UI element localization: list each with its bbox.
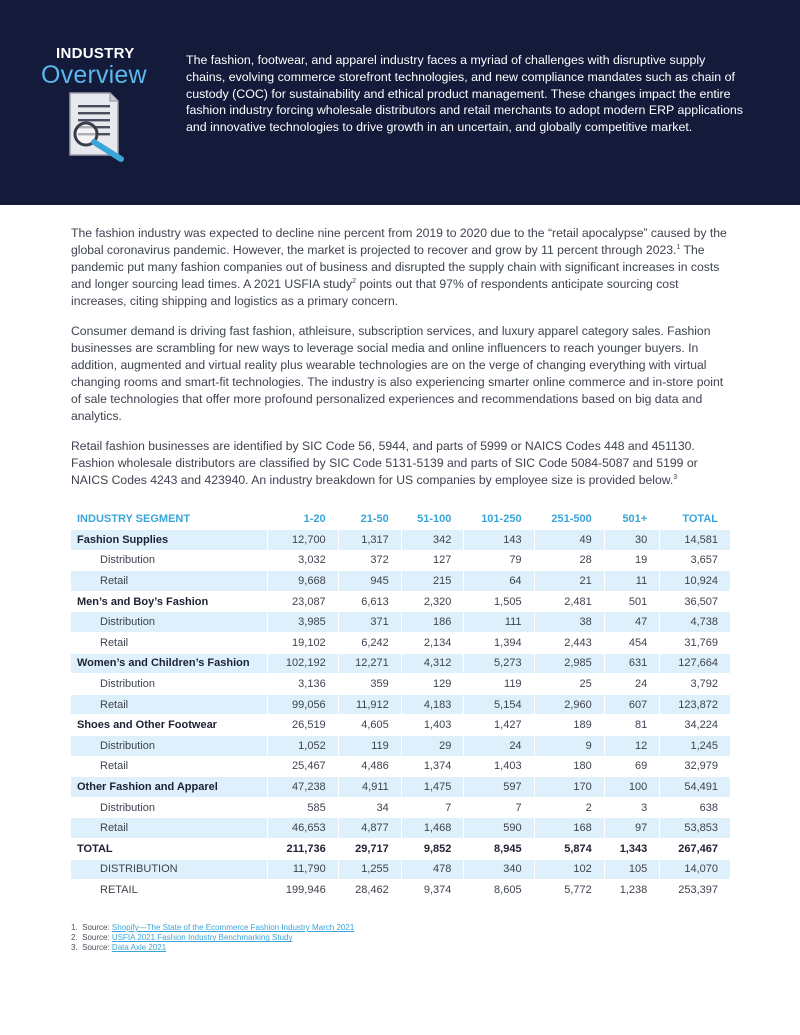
section-title-bottom: Overview: [41, 61, 147, 89]
table-cell: 4,312: [401, 654, 464, 674]
row-label: Retail: [100, 636, 129, 649]
table-cell: 32,979: [659, 757, 730, 777]
document-magnifier-icon: [66, 91, 128, 163]
row-label: Distribution: [71, 612, 267, 632]
table-cell: 590: [463, 818, 533, 838]
table-cell: 19: [604, 551, 659, 571]
table-cell: 1,255: [338, 860, 401, 880]
table-cell: 4,486: [338, 757, 401, 777]
table-cell: 1,468: [401, 818, 464, 838]
column-header: 501+: [622, 513, 648, 525]
table-row: [71, 818, 730, 838]
table-cell: 11,912: [338, 695, 401, 715]
table-cell: 1,317: [338, 530, 401, 550]
table-cell: 24: [463, 736, 533, 756]
footnote-ref-1: 1: [676, 243, 681, 251]
table-cell: 945: [338, 571, 401, 591]
row-label: Distribution: [100, 677, 156, 690]
body-paragraph-2: Consumer demand is driving fast fashion, athleisure, subscription services, and luxury apparel category sales. Fashion businesses are scrambling for new ways to leverage social media and online influencers to reach younger buyers. In addition, augmented and virtual reality plus wearable technologies are on the verge of changing everything with virtual changing rooms and smart-fit technologies. The industry is also experiencing smarter online commerce and in-store point of sale technologies that offer more profound personalized experiences and recommendations based on big data and analytics.: [71, 324, 724, 423]
row-label: RETAIL: [100, 883, 138, 896]
table-cell: 211,736: [267, 839, 338, 859]
table-cell: 127,664: [659, 654, 730, 674]
column-header: 1-20: [303, 513, 326, 525]
row-label: Distribution: [71, 736, 267, 756]
table-cell: 267,467: [659, 839, 730, 859]
table-cell: 64: [463, 571, 533, 591]
table-cell: 47,238: [267, 777, 338, 797]
table-cell: 19,102: [267, 633, 338, 653]
table-cell: 7: [401, 798, 464, 818]
table-cell: 501: [604, 592, 659, 612]
table-cell: 9,668: [267, 571, 338, 591]
table-cell: 2,985: [534, 654, 604, 674]
table-cell: 180: [534, 757, 604, 777]
table-cell: 3,657: [659, 551, 730, 571]
table-cell: 4,183: [401, 695, 464, 715]
table-cell: 25: [534, 674, 604, 694]
table-cell: 46,653: [267, 818, 338, 838]
table-cell: 597: [463, 777, 533, 797]
footnote-prefix: 2. Source:: [71, 933, 112, 943]
table-cell: 3: [604, 798, 659, 818]
table-cell: 81: [604, 715, 659, 735]
row-label: Fashion Supplies: [71, 530, 267, 550]
row-label: Retail: [71, 571, 267, 591]
table-cell: 478: [401, 860, 464, 880]
table-cell: 9,374: [401, 880, 464, 900]
table-cell: 3,032: [267, 551, 338, 571]
column-header: 51-100: [417, 513, 452, 525]
table-cell: 3,136: [267, 674, 338, 694]
table-row: [71, 880, 730, 900]
table-cell: 199,946: [267, 880, 338, 900]
table-row: [71, 592, 730, 612]
table-row: [71, 551, 730, 571]
table-cell: 26,519: [267, 715, 338, 735]
footnote-source-link[interactable]: Data Axle 2021: [111, 943, 167, 953]
table-cell: 31,769: [659, 633, 730, 653]
footnotes: [71, 923, 354, 954]
body-paragraph-3: Retail fashion businesses are identified by SIC Code 56, 5944, and parts of 5999 or NAICS Codes 448 and 451130. Fashion wholesale distributors are classified by SIC Code 5131-5139 and parts of SIC Code 5084-5087 and 5199 or NAICS Codes 4243 and 423940. An industry breakdown for US companies by employee size is provided below.$^3$: [71, 439, 698, 487]
table-row: [71, 839, 730, 859]
table-cell: 2,320: [401, 592, 464, 612]
footnote-3: [71, 943, 354, 953]
table-cell: 585: [267, 798, 338, 818]
table-cell: 119: [338, 736, 401, 756]
table-cell: 25,467: [267, 757, 338, 777]
table-cell: 99,056: [267, 695, 338, 715]
table-cell: 2,443: [534, 633, 604, 653]
section-title-top: INDUSTRY: [56, 45, 135, 62]
table-cell: 102,192: [267, 654, 338, 674]
table-cell: 631: [604, 654, 659, 674]
table-cell: 29: [401, 736, 464, 756]
table-cell: 1,394: [463, 633, 533, 653]
row-label: Other Fashion and Apparel: [71, 777, 267, 797]
table-cell: 123,872: [659, 695, 730, 715]
table-cell: 36,507: [659, 592, 730, 612]
table-cell: 372: [338, 551, 401, 571]
table-cell: 127: [401, 551, 464, 571]
table-cell: 6,242: [338, 633, 401, 653]
table-cell: 14,070: [659, 860, 730, 880]
table-cell: 28,462: [338, 880, 401, 900]
table-cell: 371: [338, 612, 401, 632]
table-cell: 3,792: [659, 674, 730, 694]
footnote-prefix: 1. Source:: [71, 923, 112, 932]
table-cell: 11,790: [267, 860, 338, 880]
table-cell: 11: [604, 571, 659, 591]
industry-breakdown-table: [71, 508, 730, 901]
column-header: TOTAL: [682, 513, 718, 525]
table-row: [71, 633, 730, 653]
table-cell: 607: [604, 695, 659, 715]
table-cell: 454: [604, 633, 659, 653]
row-label: Retail: [71, 818, 267, 838]
table-cell: 2,960: [534, 695, 604, 715]
table-cell: 4,738: [659, 612, 730, 632]
footnote-source-link[interactable]: Shopify—The State of the Ecommerce Fashion Industry March 2021: [111, 923, 355, 932]
table-cell: 102: [534, 860, 604, 880]
table-cell: 29,717: [338, 839, 401, 859]
table-row: [71, 736, 730, 756]
column-header: 251-500: [551, 513, 592, 525]
table-cell: 1,343: [604, 839, 659, 859]
table-cell: 1,403: [401, 715, 464, 735]
table-cell: 186: [401, 612, 464, 632]
table-cell: 23,087: [267, 592, 338, 612]
table-row: [71, 695, 730, 715]
table-cell: 79: [463, 551, 533, 571]
table-cell: 168: [534, 818, 604, 838]
table-cell: 5,772: [534, 880, 604, 900]
table-cell: 5,874: [534, 839, 604, 859]
table-cell: 105: [604, 860, 659, 880]
table-cell: 1,403: [463, 757, 533, 777]
table-cell: 5,273: [463, 654, 533, 674]
table-row: [71, 777, 730, 797]
row-label: Distribution: [100, 554, 156, 567]
table-cell: 34: [338, 798, 401, 818]
table-cell: 1,505: [463, 592, 533, 612]
table-cell: 53,853: [659, 818, 730, 838]
footnote-prefix: 3. Source:: [71, 943, 112, 953]
footnote-ref-2: 2: [352, 277, 357, 285]
table-cell: 119: [463, 674, 533, 694]
table-cell: 1,475: [401, 777, 464, 797]
table-cell: 28: [534, 551, 604, 571]
table-cell: 638: [659, 798, 730, 818]
table-row: [71, 757, 730, 777]
table-cell: 34,224: [659, 715, 730, 735]
table-row: [71, 612, 730, 632]
table-row: [71, 571, 730, 591]
table-cell: 8,945: [463, 839, 533, 859]
row-label: Men’s and Boy’s Fashion: [77, 595, 209, 608]
table-cell: 47: [604, 612, 659, 632]
table-cell: 54,491: [659, 777, 730, 797]
table-cell: 21: [534, 571, 604, 591]
table-cell: 1,238: [604, 880, 659, 900]
table-cell: 111: [463, 612, 533, 632]
table-cell: 1,374: [401, 757, 464, 777]
table-cell: 4,877: [338, 818, 401, 838]
table-cell: 12,271: [338, 654, 401, 674]
table-cell: 30: [604, 530, 659, 550]
table-cell: 215: [401, 571, 464, 591]
table-cell: 129: [401, 674, 464, 694]
row-label: Shoes and Other Footwear: [77, 719, 217, 732]
table-cell: 49: [534, 530, 604, 550]
footnote-source-link[interactable]: USFIA 2021 Fashion Industry Benchmarking Study: [111, 933, 293, 943]
table-cell: 24: [604, 674, 659, 694]
row-label: Women’s and Children’s Fashion: [71, 654, 267, 674]
footnote-ref-3: 3: [673, 473, 678, 481]
table-cell: 2: [534, 798, 604, 818]
table-body: [71, 530, 730, 900]
table-header-row: [71, 509, 730, 529]
table-cell: 143: [463, 530, 533, 550]
table-cell: 97: [604, 818, 659, 838]
table-cell: 170: [534, 777, 604, 797]
table-cell: 359: [338, 674, 401, 694]
table-cell: 14,581: [659, 530, 730, 550]
table-cell: 253,397: [659, 880, 730, 900]
table-cell: 38: [534, 612, 604, 632]
table-cell: 1,052: [267, 736, 338, 756]
footnote-2: [71, 933, 354, 943]
table-cell: 2,134: [401, 633, 464, 653]
table-cell: 2,481: [534, 592, 604, 612]
table-row: [71, 715, 730, 735]
table-row: [71, 860, 730, 880]
table-cell: 100: [604, 777, 659, 797]
table-row: [71, 674, 730, 694]
table-cell: 12: [604, 736, 659, 756]
table-cell: 3,985: [267, 612, 338, 632]
table-cell: 69: [604, 757, 659, 777]
column-header: INDUSTRY SEGMENT: [77, 513, 191, 525]
row-label: Retail: [100, 760, 129, 773]
row-label: DISTRIBUTION: [71, 860, 267, 880]
table-cell: 1,245: [659, 736, 730, 756]
table-cell: 5,154: [463, 695, 533, 715]
table-cell: 6,613: [338, 592, 401, 612]
table-cell: 342: [401, 530, 464, 550]
row-label: Distribution: [100, 801, 156, 814]
row-label: TOTAL: [77, 842, 113, 855]
intro-paragraph: The fashion, footwear, and apparel industry faces a myriad of challenges with disruptive supply chains, evolving commerce storefront technologies, and new compliance mandates such as chain of custody (COC) for sustainability and ethical product management. These changes impact the entire fashion industry forcing wholesale distributors and retail merchants to adopt modern ERP applications and innovative technologies to drive growth in an uncertain, and globally competitive market.: [186, 53, 743, 135]
table-row: [71, 654, 730, 674]
column-header: 21-50: [360, 513, 389, 525]
table-row: [71, 530, 730, 550]
table-cell: 4,911: [338, 777, 401, 797]
table-cell: 1,427: [463, 715, 533, 735]
table-cell: 12,700: [267, 530, 338, 550]
row-label: Retail: [71, 695, 267, 715]
column-header: 101-250: [481, 513, 522, 525]
table-cell: 340: [463, 860, 533, 880]
table-cell: 4,605: [338, 715, 401, 735]
body-paragraph-1: The fashion industry was expected to decline nine percent from 2019 to 2020 due to the “retail apocalypse” caused by the global coronavirus pandemic. However, the market is projected to recover and grow by 11 percent through 2023.$^1$ The pandemic put many fashion companies out of business and disrupted the supply chain with significant increases in costs and longer sourcing lead times. A 2021 USFIA study$^2$ points out that 97% of respondents anticipate sourcing cost increases, citing shipping and logistics as a primary concern.: [71, 226, 727, 308]
header-banner: [0, 0, 800, 205]
table-cell: 7: [463, 798, 533, 818]
table-cell: 10,924: [659, 571, 730, 591]
table-cell: 189: [534, 715, 604, 735]
table-cell: 9,852: [401, 839, 464, 859]
footnote-1: [71, 923, 354, 933]
table-cell: 8,605: [463, 880, 533, 900]
table-row: [71, 798, 730, 818]
table-cell: 9: [534, 736, 604, 756]
